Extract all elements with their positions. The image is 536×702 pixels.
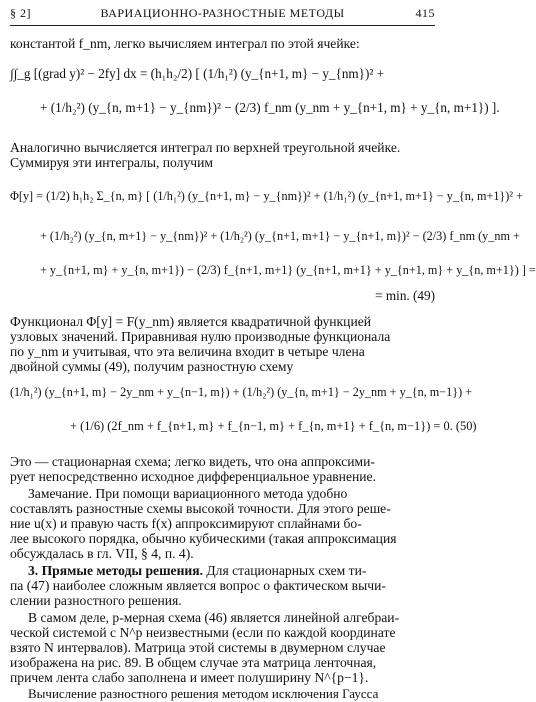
text-line: 3. Прямые методы решения. Для стационарных схем ти- [28,563,367,578]
text-line: Функционал Φ[y] = F(y_nm) является квадратичной функцией [10,314,372,329]
page-number: 415 [415,6,435,20]
text-line: лее высокого порядка, обычно кубическими (такая аппроксимация [10,531,397,546]
text-line: Суммируя эти интегралы, получим [10,155,213,170]
text-line: составлять разностные схемы высокой точности. Для этого реше- [10,501,391,516]
text-line: Аналогично вычисляется интеграл по верхней треугольной ячейке. [10,140,401,155]
text-line: взято N интервалов). Матрица этой системы в двумерном случае [10,640,386,655]
formula-line: ∫∫_g [(grad y)² − 2fy] dx = (h₁h₂/2) [ (1/h₁²) (y_{n+1, m} − y_{nm})² + [10,66,385,81]
formula-line: (1/h₁²) (y_{n+1, m} − 2y_nm + y_{n−1, m}) + (1/h₂²) (y_{n, m+1} − 2y_nm + y_{n, m−1}) + [10,385,473,399]
text-line: константой f_nm, легко вычисляем интеграл по этой ячейке: [10,36,360,51]
text-line: рует непосредственно исходное дифференциальное уравнение. [10,469,376,484]
formula-line: + (1/h₂²) (y_{n, m+1} − y_{nm})² − (2/3) f_nm (y_nm + y_{n+1, m} + y_{n, m+1}) ]. [40,100,500,115]
formula-line: = min. (49) [375,288,435,303]
text-line: Вычисление разностного решения методом исключения Гаусса [28,686,379,701]
text-line: Замечание. При помощи вариационного метода удобно [28,486,348,501]
header-section: § 2] [10,6,31,20]
text-line: причем лента слабо заполнена и имеет полуширину N^{p−1}. [10,670,369,685]
text-line: па (47) наиболее сложным является вопрос о фактическом вычи- [10,578,386,593]
text-line: изображена на рис. 89. В общем случае эта матрица ленточная, [10,655,377,670]
text-line: ческой системой с N^p неизвестными (если по каждой координате [10,625,396,640]
text-line: обсуждалась в гл. VII, § 4, п. 4). [10,546,194,561]
text-line: Это — стационарная схема; легко видеть, что она аппроксими- [10,454,375,469]
text-line: узловых значений. Приравнивая нулю производные функционала [10,329,391,344]
subsection-heading: 3. Прямые методы решения. [28,563,203,578]
header-title: ВАРИАЦИОННО-РАЗНОСТНЫЕ МЕТОДЫ [100,6,345,20]
formula-line: Φ[y] = (1/2) h₁h₂ Σ_{n, m} [ (1/h₁²) (y_{n+1, m} − y_{nm})² + (1/h₁²) (y_{n+1, m+1} − y_{n, m+1})² + [10,189,523,203]
header-rule [10,25,435,26]
text-line: ние u(x) и правую часть f(x) аппроксимируют сплайнами бо- [10,516,362,531]
text-line: слении разностного решения. [10,593,182,608]
formula-line: + y_{n+1, m} + y_{n, m+1}) − (2/3) f_{n+1, m+1} (y_{n+1, m+1} + y_{n+1, m} + y_{n, m+1}) ] = [40,263,536,277]
text-line: В самом деле, p-мерная схема (46) является линейной алгебраи- [28,610,400,625]
text-line: двойной суммы (49), получим разностную схему [10,359,294,374]
formula-line: + (1/h₂²) (y_{n, m+1} − y_{nm})² + (1/h₂²) (y_{n+1, m+1} − y_{n+1, m})² − (2/3) f_nm (y_nm + [40,229,520,243]
text-line: по y_nm и учитывая, что эта величина входит в четыре члена [10,344,365,359]
formula-line: + (1/6) (2f_nm + f_{n+1, m} + f_{n−1, m} + f_{n, m+1} + f_{n, m−1}) = 0. (50) [70,419,477,433]
running-header [10,6,435,24]
